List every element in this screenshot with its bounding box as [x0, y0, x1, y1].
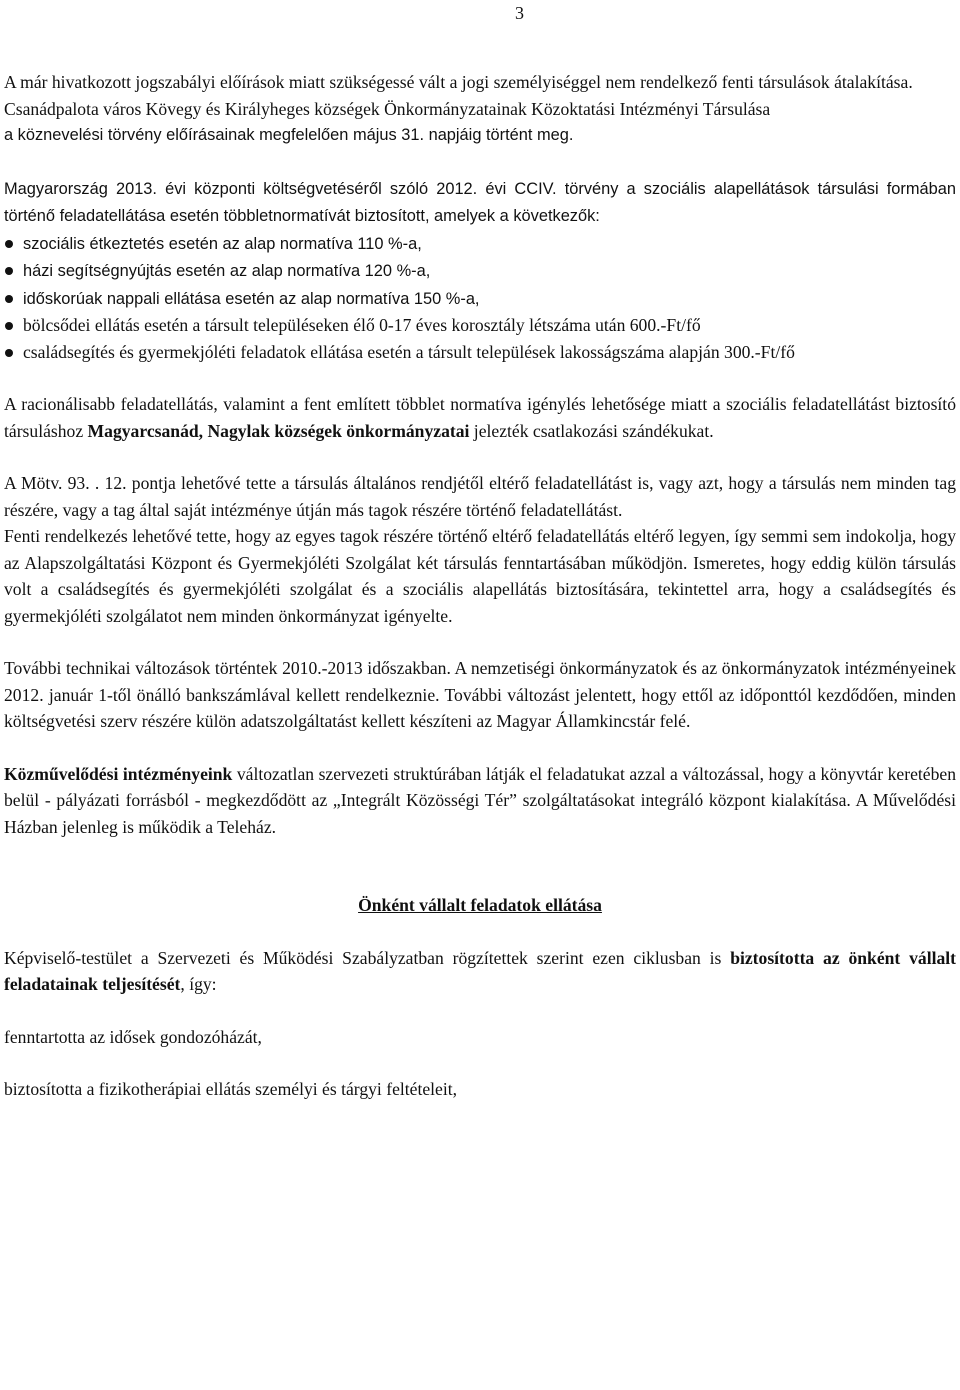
rational-paragraph: A racionálisabb feladatellátás, valamint a fent említett többlet normatíva igénylés lehetősége miatt a szociális feladatellátást biztosító társuláshoz Magyarcsanád, Nagylak községek önkormányzatai jelezték csatlakozási szándékukat.	[4, 394, 956, 441]
bullet-icon	[5, 349, 13, 357]
motv-paragraph-1: A Mötv. 93. . 12. pontja lehetővé tette a társulás általános rendjétől eltérő feladatellátást is, vagy azt, hogy a társulás nem minden tag részére, vagy a tag által saját intézménye útján más tagok részére történő feladatellátást.	[4, 473, 956, 520]
rational-bold: Magyarcsanád, Nagylak községek önkormányzatai	[87, 420, 470, 441]
page-number: 3	[515, 3, 524, 23]
bullet-icon	[5, 240, 13, 248]
intro-paragraph-2a: Csanádpalota város Kövegy és Királyheges községek Önkormányzatainak Közoktatási Intézményi Társulása	[4, 98, 771, 119]
bullet-icon	[5, 267, 13, 275]
motv-paragraph-2: Fenti rendelkezés lehetővé tette, hogy az egyes tagok részére történő eltérő feladatellátás eltérő legyen, így semmi sem indokolja, hogy az Alapszolgáltatási Központ és Gyermekjóléti Szolgálat két társulás fenntartásában működjön. Ismeretes, hogy eddig külön társulás volt a családsegítés és gyermekjóléti szolgálat és a szociális alapellátás biztosítására, tekintettel arra, hogy a családsegítés és gyermekjóléti szolgálatot nem minden önkormányzat igényelte.	[4, 526, 956, 626]
culture-bold: Közművelődési intézményeink	[4, 763, 233, 784]
voluntary-item-1: fenntartotta az idősek gondozóházát,	[4, 1026, 262, 1047]
budget-text: Magyarország 2013. évi központi költségvetéséről szóló 2012. évi CCIV. törvény a szociális alapellátások társulási formában történő feladatellátása esetén többletnormatívát biztosított, amelyek a következők:	[4, 179, 956, 225]
voluntary-item-2: biztosította a fizikotherápiai ellátás személyi és tárgyi feltételeit,	[4, 1079, 458, 1099]
document-body	[4, 69, 956, 1103]
list-item: szociális étkeztetés esetén az alap normatíva 110 %-a,	[4, 230, 956, 258]
budget-paragraph	[4, 175, 956, 230]
list-item: házi segítségnyújtás esetén az alap normatíva 120 %-a,	[4, 257, 956, 285]
list-item: időskorúak nappali ellátása esetén az alap normatíva 150 %-a,	[4, 285, 956, 313]
list-item: bölcsődei ellátás esetén a társult településeken élő 0-17 éves korosztály létszáma után 600.-Ft/fő	[4, 312, 956, 339]
voluntary-intro: Képviselő-testület a Szervezeti és Működési Szabályzatban rögzítettek szerint ezen ciklusban is biztosította az önként vállalt feladatainak teljesítését, így:	[4, 947, 957, 994]
voluntary-heading: Önként vállalt feladatok ellátása	[358, 895, 602, 915]
culture-paragraph: Közművelődési intézményeink változatlan szervezeti struktúrában látják el feladatukat azzal a változással, hogy a könyvtár keretében belül - pályázati forrásból - megkezdődött az „Integrált Közösségi Tér” szolgáltatásokat integráló központ kialakítása. A Művelődési Házban jelenleg is működik a Teleház.	[4, 763, 956, 837]
list-item: családsegítés és gyermekjóléti feladatok ellátása esetén a társult települések lakosságszáma alapján 300.-Ft/fő	[4, 339, 956, 366]
bullet-icon	[5, 295, 13, 303]
voluntary-bold: biztosította az önként vállalt feladatainak teljesítését	[4, 947, 957, 994]
supplement-list	[4, 230, 956, 366]
intro-paragraph-2b: a köznevelési törvény előírásainak megfelelően május 31. napjáig történt meg.	[4, 126, 574, 144]
technical-paragraph: További technikai változások történtek 2010.-2013 időszakban. A nemzetiségi önkormányzatok és az önkormányzatok intézményeinek 2012. január 1-től önálló bankszámlával kellett rendelkeznie. További változást jelentett, hogy ettől az időponttól kezdődően, minden költségvetési szerv részére külön adatszolgáltatást kellett készíteni az Magyar Államkincstár felé.	[4, 658, 956, 731]
bullet-icon	[5, 322, 13, 330]
intro-paragraph-1: A már hivatkozott jogszabályi előírások miatt szükségessé vált a jogi személyiséggel nem rendelkező fenti társulások átalakítása.	[4, 72, 913, 92]
